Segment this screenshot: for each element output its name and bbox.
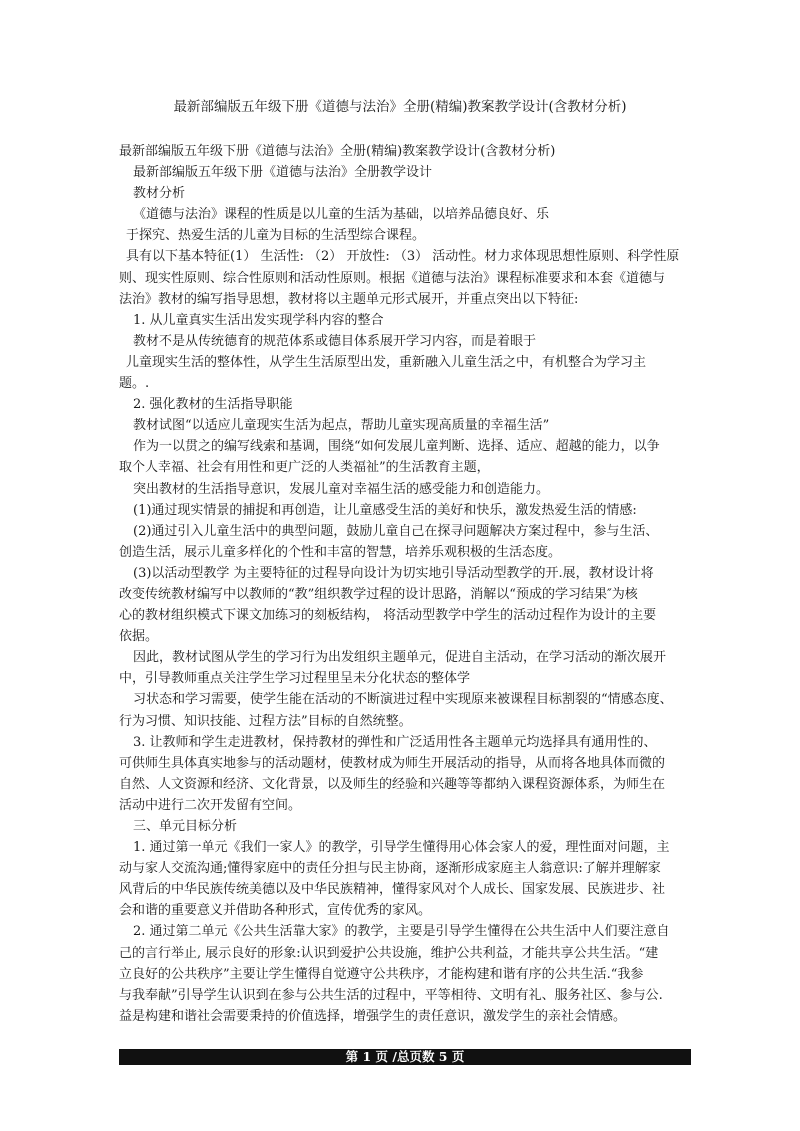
body-line: 与我奉献”引导学生认识到在参与公共生活的过程中，平等相待、文明有礼、服务社区、参与公. — [119, 987, 663, 1003]
body-line: 题。. — [119, 376, 150, 392]
body-line: 可供师生具体真实地参与的活动题材，使教材成为师生开展活动的指导，从而将各地具体而微的 — [119, 755, 666, 771]
body-line: 最新部编版五年级下册《道德与法治》全册(精编)教案教学设计(含教材分析) — [119, 144, 556, 159]
body-line: 心的教材组织模式下课文加练习的刻板结构， 将活动型教学中学生的活动过程作为设计的主要 — [119, 608, 657, 624]
body-line: 3. 让教师和学生走进教材，保持教材的弹性和广泛适用性各主题单元均选择具有通用性的、 — [133, 734, 657, 750]
body-line: 会和谐的重要意义并借助各种形式，宣传优秀的家风。 — [119, 903, 432, 919]
body-line: 1. 从儿童真实生活出发实现学科内容的整合 — [133, 312, 384, 328]
body-line: 则、现实性原则、综合性原则和活动性原则。根据《道德与法治》课程标准要求和本套《道德与 — [119, 270, 666, 286]
body-line: 教材不是从传统德育的规范体系或德目体系展开学习内容，而是着眼于 — [133, 333, 537, 349]
body-line: 取个人幸福、社会有用性和更广泛的人类福祉”的生活教育主题， — [119, 460, 490, 476]
body-line: 行为习惯、知识技能、过程方法”目标的自然统整。 — [119, 713, 412, 729]
body-line: 益是构建和谐社会需要秉持的价值选择，增强学生的责任意识，激发学生的亲社会情感。 — [119, 1008, 627, 1024]
body-line: 立良好的公共秩序”主要让学生懂得自觉遵守公共秩序，才能构建和谐有序的公共生活.“我参 — [119, 966, 644, 982]
body-line: 儿童现实生活的整体性，从学生生活原型出发，重新融入儿童生活之中，有机整合为学习主 — [126, 354, 647, 370]
body-line: 创造生活，展示儿童多样化的个性和丰富的智慧，培养乐观积极的生活态度。 — [119, 544, 562, 560]
body-line: 活动中进行二次开发留有空间。 — [119, 797, 302, 813]
body-line: 突出教材的生活指导意识，发展儿童对幸福生活的感受能力和创造能力。 — [133, 481, 550, 497]
body-line: 于探究、热爱生活的儿童为目标的生活型综合课程。 — [126, 228, 426, 244]
document-body — [119, 141, 699, 1027]
body-line: (1)通过现实情景的捕捉和再创造，让儿童感受生活的美好和快乐，激发热爱生活的情感: — [133, 502, 637, 518]
body-line: 依据。 — [119, 629, 159, 645]
body-line: 《道德与法治》课程的性质是以儿童的生活为基础，以培养品德良好、乐 — [133, 207, 550, 223]
body-line: 2. 通过第二单元《公共生活靠大家》的教学，主要是引导学生懂得在公共生活中人们要注意自 — [133, 924, 670, 940]
body-line: 最新部编版五年级下册《道德与法治》全册教学设计 — [133, 165, 433, 181]
document-title: 最新部编版五年级下册《道德与法治》全册(精编)教案教学设计(含教材分析) — [173, 99, 627, 115]
body-line: (2)通过引入儿童生活中的典型问题，鼓励儿童自己在探寻问题解决方案过程中，参与生活、 — [133, 523, 659, 539]
body-line: 2. 强化教材的生活指导职能 — [133, 397, 293, 413]
section-heading: 三、单元目标分析 — [133, 819, 238, 834]
body-line: 因此，教材试图从学生的学习行为出发组织主题单元，促进自主活动，在学习活动的渐次展开 — [133, 650, 667, 666]
body-line: 1. 通过第一单元《我们一家人》的教学，引导学生懂得用心体会家人的爱，理性面对问题，主 — [133, 840, 670, 856]
body-line: 中，引导教师重点关注学生学习过程里呈未分化状态的整体学 — [119, 671, 471, 687]
body-line: 作为一以贯之的编写线索和基调，围绕“如何发展儿童判断、选择、适应、超越的能力，以争 — [133, 439, 660, 455]
body-line: 改变传统教材编写中以教师的“教”组织教学过程的设计思路，消解以“预成的学习结果″为核 — [119, 586, 638, 602]
body-line: 教材试图“以适应儿童现实生活为起点，帮助儿童实现高质量的幸福生活” — [133, 418, 550, 434]
body-line: (3)以活动型教学 为主要特征的过程导向设计为切实地引导活动型教学的开.展，教材设计将 — [133, 565, 654, 581]
body-line: 己的言行举止, 展示良好的形象:认识到爱护公共设施，维护公共利益，才能共享公共生活。“建 — [119, 945, 659, 961]
body-line: 法治》教材的编写指导思想，教材将以主题单元形式展开，并重点突出以下特征: — [119, 291, 579, 307]
body-line: 教材分析 — [133, 186, 186, 202]
body-line: 动与家人交流沟通;懂得家庭中的责任分担与民主协商，逐渐形成家庭主人翁意识:了解并理解家 — [119, 861, 661, 877]
body-line: 具有以下基本特征(1） 生活性: （2） 开放性: （3） 活动性。材力求体现思想性原则、科学性原 — [126, 249, 680, 265]
body-line: 风背后的中华民族传统美德以及中华民族精神，懂得家风对个人成长、国家发展、民族进步、社 — [119, 882, 666, 898]
body-line: 自然、人文资源和经济、文化背景，以及师生的经验和兴趣等等都纳入课程资源体系，为师生在 — [119, 776, 666, 792]
body-line: 习状态和学习需要，使学生能在活动的不断演进过程中实现原来被课程目标割裂的“情感态度、 — [133, 692, 673, 708]
page-footer: 第 1 页 /总页数 5 页 — [119, 1049, 691, 1065]
